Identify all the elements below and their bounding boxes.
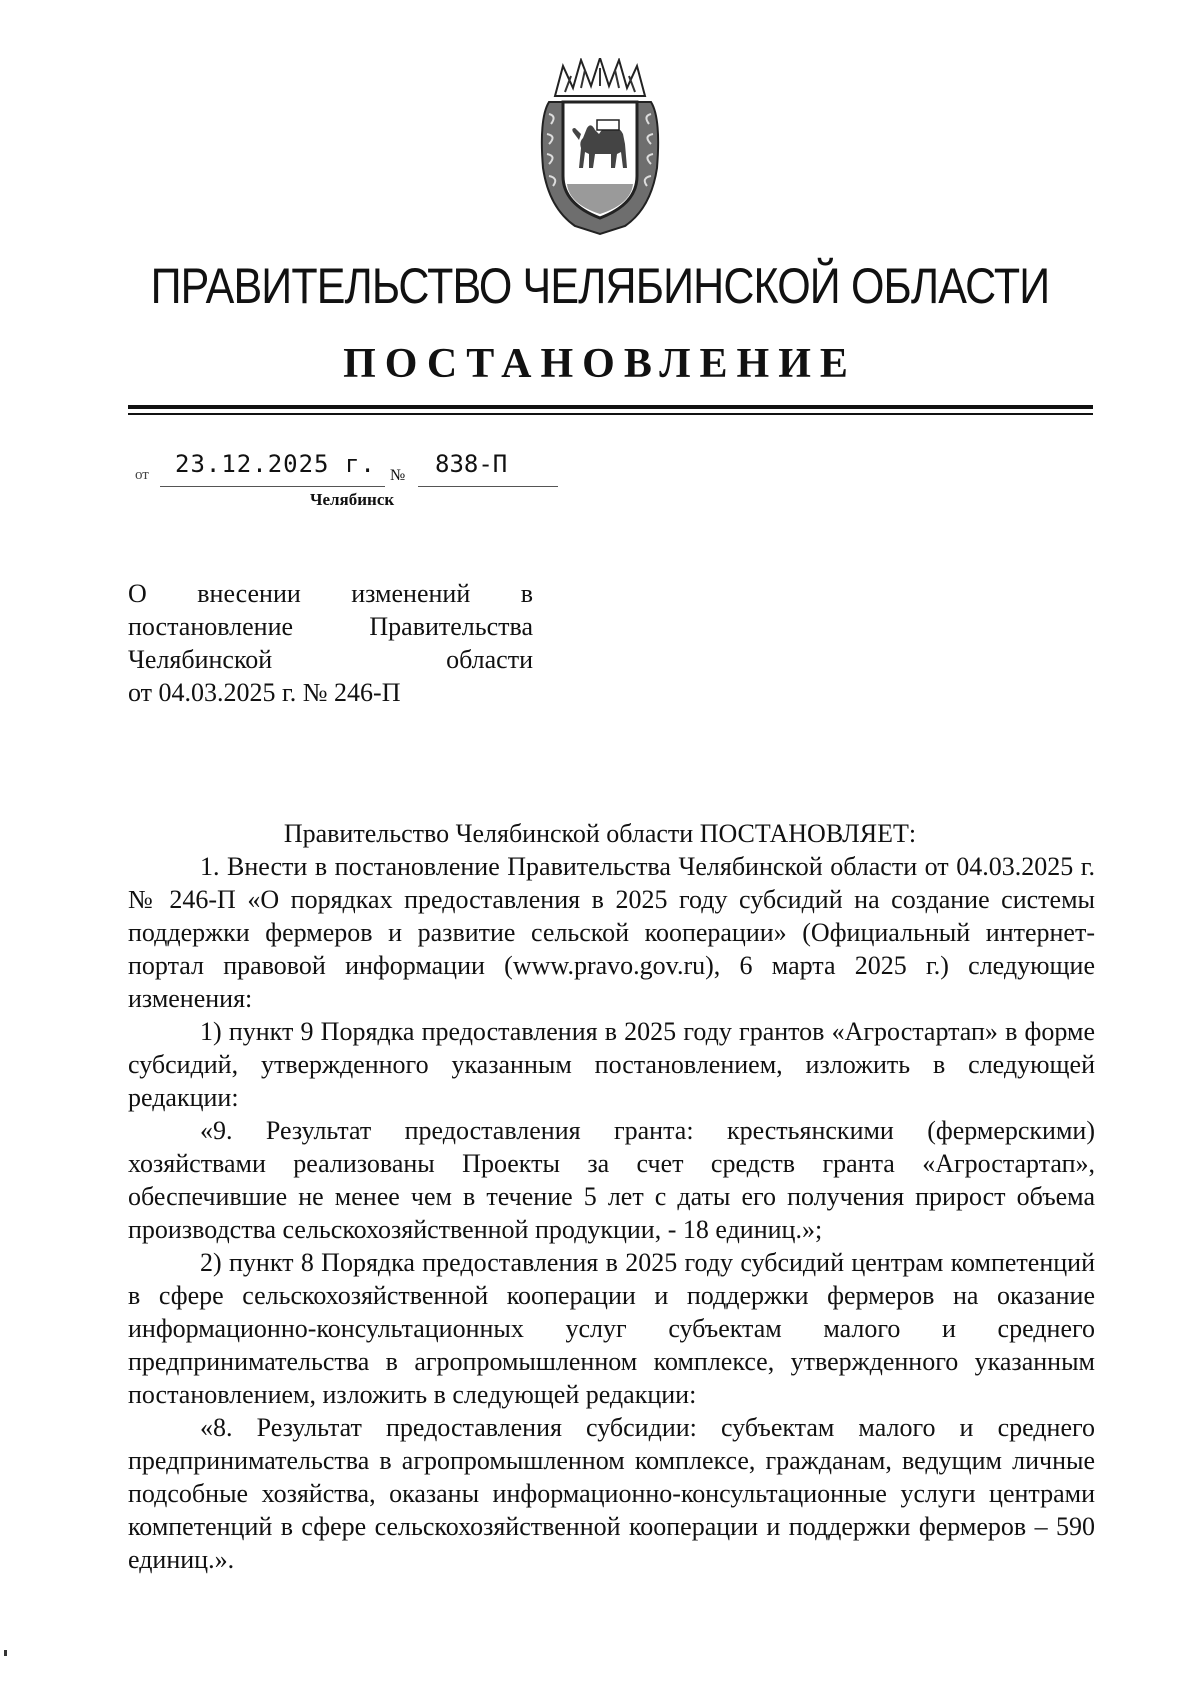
date-prefix-label: от <box>135 467 149 483</box>
body-paragraph: 1. Внести в постановление Правительства Челябинской области от 04.03.2025 г. № 246-П «О порядках предоставления в 2025 году субсидий на создание системы поддержки фермеров и развитие сельской кооперации» (Официальный интернет-портал правовой информации (www.pravo.gov.ru), 6 марта 2025 г.) следующие изменения: <box>128 852 1095 1013</box>
body-paragraph: «9. Результат предоставления гранта: крестьянскими (фермерскими) хозяйствами реализованы Проекты за счет средств гранта «Агростартап», обеспечившие не менее чем в течение 5 лет с даты его получения прирост объема производства сельскохозяйственной продукции, - 18 единиц.»; <box>128 1116 1095 1244</box>
document-number: 838-П <box>435 450 508 478</box>
subject-line: Челябинской области <box>128 645 533 674</box>
date-underline <box>160 486 385 487</box>
preamble: Правительство Челябинской области ПОСТАНОВЛЯЕТ: <box>283 819 917 848</box>
scan-mark <box>4 1650 7 1656</box>
subject-line: от 04.03.2025 г. № 246-П <box>128 678 401 707</box>
document-date: 23.12.2025 г. <box>175 450 376 478</box>
number-label: № <box>390 467 406 484</box>
subject-line: постановление Правительства <box>128 612 533 641</box>
subject-line: О внесении изменений в <box>128 579 533 608</box>
header-rule-thick <box>128 405 1093 409</box>
body-paragraph: 2) пункт 8 Порядка предоставления в 2025 году субсидий центрам компетенций в сфере сельскохозяйственной кооперации и поддержки фермеров на оказание информационно-консультационных услуг субъектам малого и среднего предпринимательства в агропромышленном комплексе, утвержденного указанным постановлением, изложить в следующей редакции: <box>128 1248 1095 1409</box>
coat-of-arms-icon <box>535 58 665 238</box>
body-paragraph: 1) пункт 9 Порядка предоставления в 2025 году грантов «Агростартап» в форме субсидий, утвержденного указанным постановлением, изложить в следующей редакции: <box>128 1017 1095 1112</box>
document-type: ПОСТАНОВЛЕНИЕ <box>343 341 857 387</box>
header-rule-thin <box>128 413 1093 415</box>
document-subject <box>128 577 533 709</box>
government-title: ПРАВИТЕЛЬСТВО ЧЕЛЯБИНСКОЙ ОБЛАСТИ <box>150 258 1050 314</box>
document-body <box>128 850 1095 1576</box>
city-label: Челябинск <box>310 490 395 509</box>
number-underline <box>418 486 558 487</box>
body-paragraph: «8. Результат предоставления субсидии: субъектам малого и среднего предпринимательства в агропромышленном комплексе, гражданам, ведущим личные подсобные хозяйства, оказаны информационно-консультационные услуги центрами компетенций в сфере сельскохозяйственной кооперации и поддержки фермеров – 590 единиц.». <box>128 1413 1095 1574</box>
